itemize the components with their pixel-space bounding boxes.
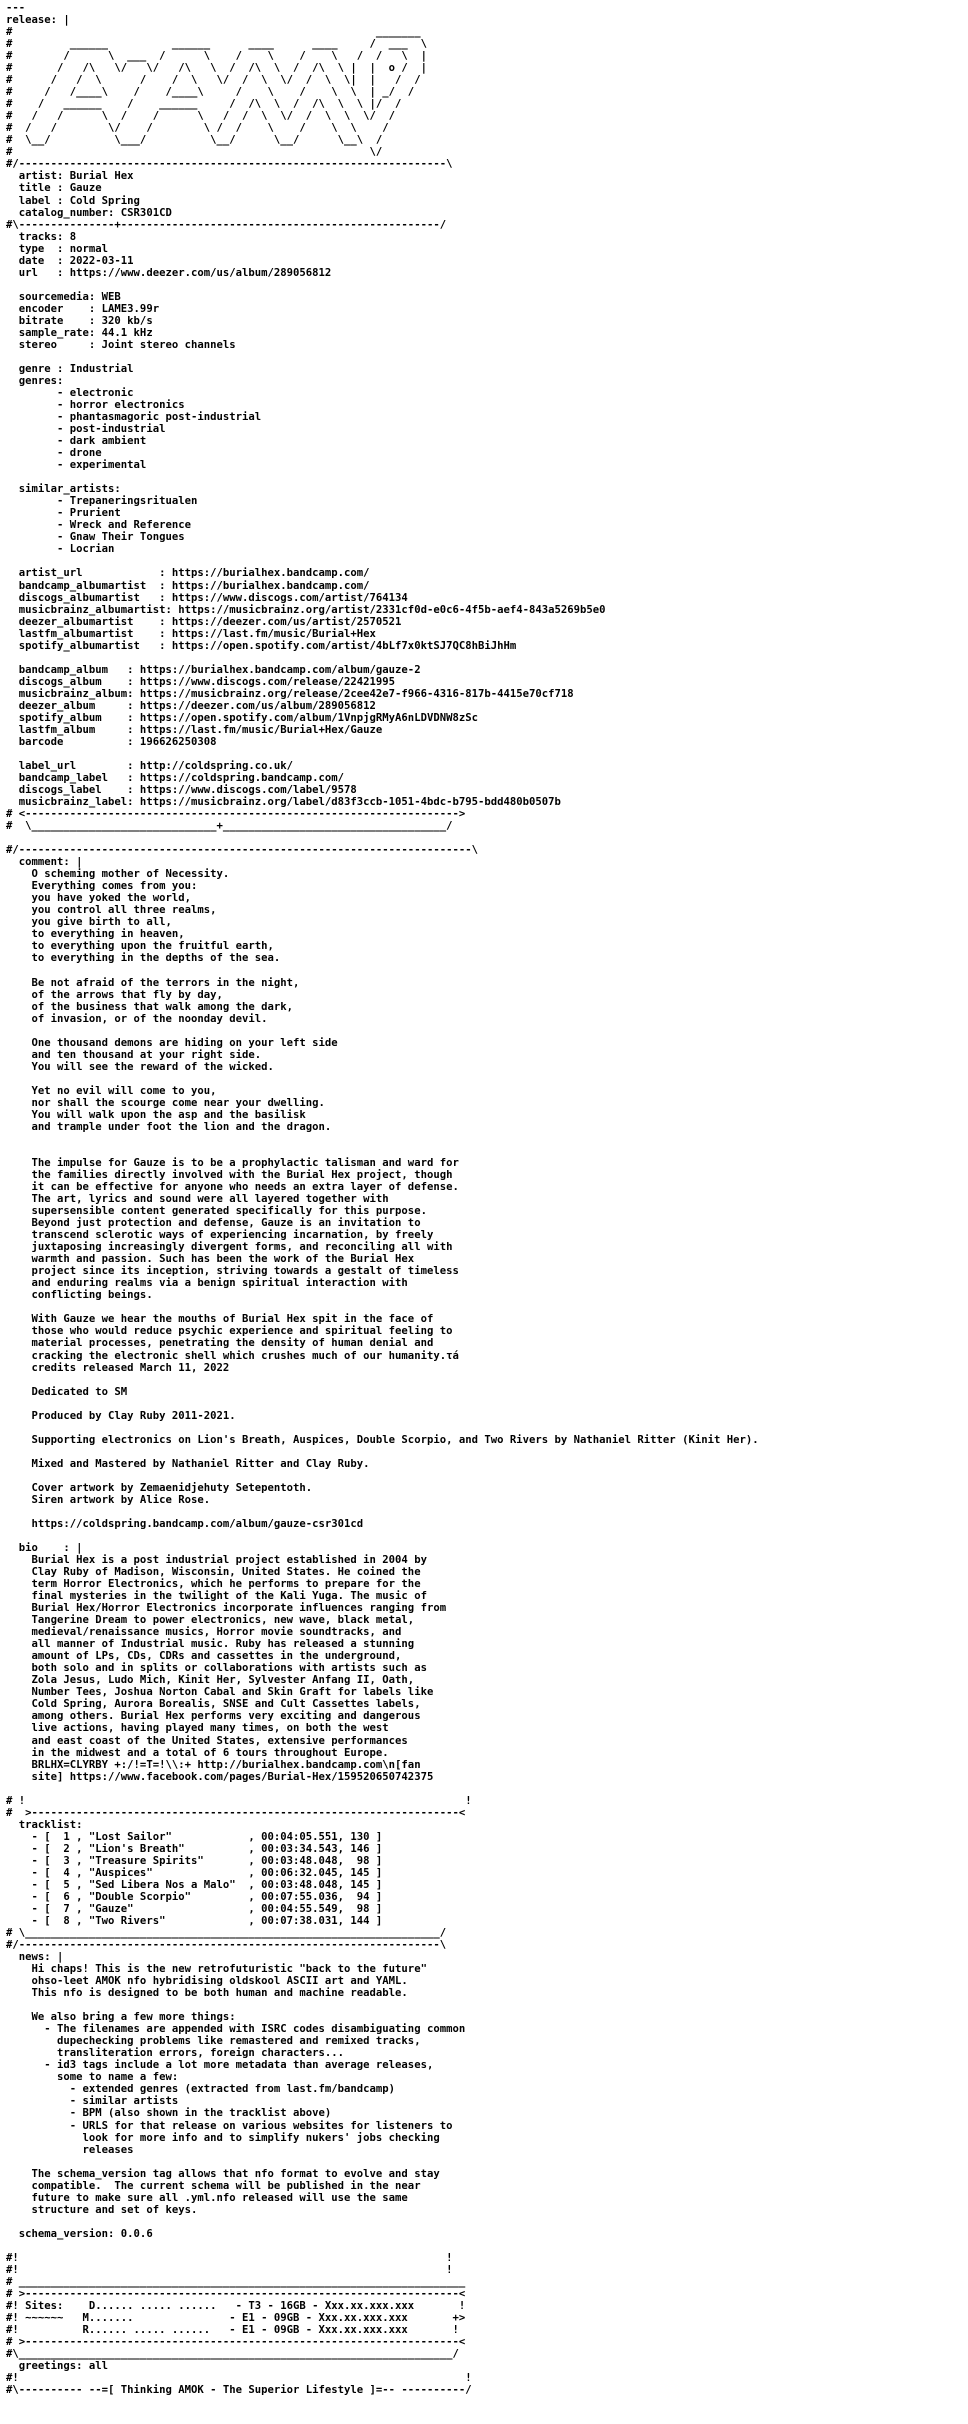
nfo-line: Everything comes from you:: [6, 880, 198, 893]
nfo-line: Be not afraid of the terrors in the night,: [6, 976, 300, 989]
nfo-line: releases: [6, 2143, 134, 2156]
nfo-line: # \_________________________________________________________________/: [6, 1927, 447, 1939]
nfo-line: label : Cold Spring: [6, 194, 140, 207]
nfo-line: sample_rate: 44.1 kHz: [6, 326, 153, 339]
nfo-line: # ! !: [6, 1794, 472, 1807]
nfo-line: tracks: 8: [6, 230, 77, 243]
nfo-line: - dark ambient: [6, 435, 147, 448]
nfo-line: live actions, having played many times, on both the west: [6, 1722, 389, 1735]
nfo-line: Number Tees, Joshua Norton Cabal and Skin Graft for labels like: [6, 1686, 434, 1699]
nfo-line: similar_artists:: [6, 483, 121, 496]
nfo-line: future to make sure all .yml.nfo released will use the same: [6, 2191, 408, 2204]
nfo-line: spotify_albumartist : https://open.spotify.com/artist/4bLf7x0ktSJ7QC8hBiJhHm: [6, 639, 517, 652]
nfo-line: #! Sites: D...... ..... ...... - T3 - 16GB - Xxx.xx.xxx.xxx !: [6, 2299, 466, 2312]
nfo-line: of the arrows that fly by day,: [6, 988, 223, 1001]
nfo-line: bandcamp_label : https://coldspring.bandcamp.com/: [6, 772, 345, 784]
nfo-line: deezer_albumartist : https://deezer.com/us/artist/2570521: [6, 615, 402, 628]
nfo-line: supersensible content generated specifically for this purpose.: [6, 1205, 427, 1218]
nfo-line: bandcamp_album : https://burialhex.bandcamp.com/album/gauze-2: [6, 663, 421, 676]
nfo-line: - Gnaw Their Tongues: [6, 531, 185, 544]
nfo-line: - horror electronics: [6, 399, 185, 412]
nfo-line: # ______________________________________________________________________: [6, 2275, 466, 2288]
nfo-line: - Trepaneringsritualen: [6, 495, 198, 508]
nfo-line: # <-------------------------------------------------------------------->: [6, 808, 466, 821]
nfo-line: - [ 1 , "Lost Sailor" , 00:04:05.551, 130 ]: [6, 1830, 383, 1843]
nfo-line: ohso-leet AMOK nfo hybridising oldskool ASCII art and YAML.: [6, 1975, 408, 1988]
nfo-line: those who would reduce psychic experience and spiritual feeling to: [6, 1325, 453, 1338]
nfo-line: #/-------------------------------------------------------------------\: [6, 158, 453, 171]
nfo-line: credits released March 11, 2022: [6, 1361, 230, 1374]
nfo-line: - similar artists: [6, 2095, 179, 2108]
nfo-line: Hi chaps! This is the new retrofuturistic "back to the future": [6, 1963, 427, 1976]
nfo-line: - [ 2 , "Lion's Breath" , 00:03:34.543, 146 ]: [6, 1842, 383, 1855]
nfo-line: to everything upon the fruitful earth,: [6, 940, 274, 953]
nfo-line: Burial Hex/Horror Electronics incorporate influences ranging from: [6, 1602, 447, 1615]
nfo-line: some to name a few:: [6, 2071, 179, 2084]
nfo-line: encoder : LAME3.99r: [6, 302, 160, 315]
nfo-line: - [ 5 , "Sed Libera Nos a Malo" , 00:03:48.048, 145 ]: [6, 1878, 383, 1891]
nfo-line: # / ______ / ______ / /\ \ / /\ \ \ |/ /: [6, 98, 402, 111]
nfo-line: # >-------------------------------------------------------------------<: [6, 1806, 466, 1819]
nfo-line: bio : |: [6, 1542, 83, 1554]
nfo-line: discogs_album : https://www.discogs.com/release/22421995: [6, 675, 396, 688]
nfo-line: musicbrainz_albumartist: https://musicbrainz.org/artist/2331cf0d-e0c6-4f5b-aef4-843a5269b5e0: [6, 603, 606, 616]
nfo-line: of the business that walk among the dark,: [6, 1000, 294, 1013]
nfo-line: One thousand demons are hiding on your left side: [6, 1036, 338, 1049]
nfo-line: # _______: [6, 26, 421, 39]
nfo-line: news: |: [6, 1951, 64, 1964]
nfo-line: # \_____________________________+___________________________________/: [6, 820, 453, 833]
nfo-line: #/------------------------------------------------------------------\: [6, 1939, 447, 1952]
nfo-line: label_url : http://coldspring.co.uk/: [6, 759, 294, 772]
nfo-line: - BPM (also shown in the tracklist above): [6, 2107, 332, 2120]
nfo-line: Siren artwork by Alice Rose.: [6, 1493, 211, 1506]
nfo-line: bitrate : 320 kb/s: [6, 314, 153, 327]
nfo-line: https://coldspring.bandcamp.com/album/gauze-csr301cd: [6, 1517, 364, 1530]
nfo-line: - The filenames are appended with ISRC codes disambiguating common: [6, 2023, 466, 2036]
nfo-line: spotify_album : https://open.spotify.com/album/1VnpjgRMyA6nLDVDNW8zSc: [6, 711, 478, 724]
nfo-line: # / \ ___ / \ / \ / \ / / \ |: [6, 50, 427, 63]
nfo-line: # / /\ \/ \/ /\ \ / /\ \ / /\ \ | | o / |: [6, 62, 427, 75]
nfo-line: #! ~~~~~~ M....... - E1 - 09GB - Xxx.xx.xxx.xxx +>: [6, 2312, 466, 2324]
nfo-line: transliteration errors, foreign characters...: [6, 2047, 345, 2060]
nfo-line: structure and set of keys.: [6, 2203, 198, 2216]
nfo-line: conflicting beings.: [6, 1289, 153, 1302]
nfo-line: - [ 4 , "Auspices" , 00:06:32.045, 145 ]: [6, 1866, 383, 1879]
nfo-line: The schema_version tag allows that nfo format to evolve and stay: [6, 2167, 440, 2180]
nfo-line: # / / \/ / \ / / \ / \ \ /: [6, 122, 389, 135]
nfo-line: We also bring a few more things:: [6, 2011, 236, 2024]
nfo-line: juxtaposing increasingly divergent forms, and reconciling all with: [6, 1241, 453, 1254]
nfo-line: and trample under foot the lion and the dragon.: [6, 1120, 332, 1133]
nfo-line: #! !: [6, 2372, 472, 2385]
nfo-line: of invasion, or of the noonday devil.: [6, 1012, 268, 1025]
nfo-line: #! !: [6, 2251, 453, 2264]
nfo-line: amount of LPs, CDs, CDRs and cassettes in the underground,: [6, 1650, 402, 1663]
nfo-line: release: |: [6, 14, 70, 27]
nfo-line: look for more info and to simplify nukers' jobs checking: [6, 2131, 440, 2144]
nfo-line: date : 2022-03-11: [6, 254, 134, 267]
nfo-line: - [ 6 , "Double Scorpio" , 00:07:55.036, 94 ]: [6, 1890, 383, 1903]
nfo-line: genres:: [6, 374, 64, 387]
nfo-line: The art, lyrics and sound were all layered together with: [6, 1193, 389, 1206]
nfo-line: artist_url : https://burialhex.bandcamp.com/: [6, 567, 370, 580]
nfo-line: both solo and in splits or collaborations with artists such as: [6, 1662, 427, 1675]
nfo-line: - Prurient: [6, 507, 121, 520]
nfo-line: #! !: [6, 2263, 453, 2276]
nfo-line: With Gauze we hear the mouths of Burial Hex spit in the face of: [6, 1313, 434, 1326]
nfo-line: #\---------- --=[ Thinking AMOK - The Superior Lifestyle ]=-- ----------/: [6, 2384, 472, 2397]
nfo-line: #/-----------------------------------------------------------------------\: [6, 844, 478, 857]
nfo-line: to everything in heaven,: [6, 928, 185, 941]
nfo-line: Mixed and Mastered by Nathaniel Ritter and Clay Ruby.: [6, 1457, 370, 1470]
nfo-line: O scheming mother of Necessity.: [6, 868, 230, 881]
nfo-line: tracklist:: [6, 1818, 83, 1831]
nfo-line: BRLHX=CLYRBY +:/!=T=!\\:+ http://burialhex.bandcamp.com\n[fan: [6, 1758, 421, 1771]
nfo-line: Clay Ruby of Madison, Wisconsin, United States. He coined the: [6, 1566, 421, 1579]
nfo-line: schema_version: 0.0.6: [6, 2227, 153, 2240]
nfo-line: - Locrian: [6, 543, 115, 556]
nfo-line: You will see the reward of the wicked.: [6, 1060, 274, 1073]
nfo-line: Burial Hex is a post industrial project established in 2004 by: [6, 1554, 427, 1567]
nfo-line: barcode : 196626250308: [6, 735, 217, 748]
nfo-line: The impulse for Gauze is to be a prophylactic talisman and ward for: [6, 1157, 459, 1169]
nfo-line: lastfm_albumartist : https://last.fm/music/Burial+Hex: [6, 627, 376, 640]
nfo-line: you have yoked the world,: [6, 892, 191, 905]
nfo-line: final mysteries in the twilight of the Kali Yuga. The music of: [6, 1590, 427, 1603]
nfo-line: comment: |: [6, 856, 83, 869]
nfo-line: # / /____\ / /____\ / \ / \ \ | _/ /: [6, 86, 415, 99]
nfo-line: Yet no evil will come to you,: [6, 1084, 217, 1097]
nfo-line: # / / \ / / \ \/ / \ \/ / \ \| | / /: [6, 74, 421, 87]
nfo-line: and east coast of the United States, extensive performances: [6, 1734, 408, 1747]
nfo-line: #\____________________________________________________________________/: [6, 2348, 459, 2361]
nfo-line: bandcamp_albumartist : https://burialhex.bandcamp.com/: [6, 579, 370, 592]
nfo-line: transcend sclerotic ways of experiencing incarnation, by freely: [6, 1229, 434, 1242]
nfo-line: - id3 tags include a lot more metadata than average releases,: [6, 2059, 434, 2072]
nfo-line: - phantasmagoric post-industrial: [6, 411, 262, 424]
nfo-line: lastfm_album : https://last.fm/music/Burial+Hex/Gauze: [6, 723, 383, 736]
nfo-line: Tangerine Dream to power electronics, new wave, black metal,: [6, 1614, 415, 1627]
nfo-line: medieval/renaissance musics, Horror movie soundtracks, and: [6, 1626, 402, 1639]
nfo-line: discogs_albumartist : https://www.discogs.com/artist/764134: [6, 591, 408, 604]
nfo-line: genre : Industrial: [6, 362, 134, 375]
nfo-line: url : https://www.deezer.com/us/album/289056812: [6, 266, 332, 279]
nfo-line: all manner of Industrial music. Ruby has released a stunning: [6, 1638, 415, 1651]
nfo-line: to everything in the depths of the sea.: [6, 952, 281, 965]
nfo-line: musicbrainz_label: https://musicbrainz.org/label/d83f3ccb-1051-4bdc-b795-bdd480b0507b: [6, 796, 561, 809]
nfo-line: and enduring realms via a benign spiritual interaction with: [6, 1277, 408, 1290]
nfo-line: Cold Spring, Aurora Borealis, SNSE and Cult Cassettes labels,: [6, 1698, 421, 1711]
nfo-line: - Wreck and Reference: [6, 519, 191, 532]
nfo-line: - electronic: [6, 387, 134, 399]
nfo-line: sourcemedia: WEB: [6, 290, 121, 303]
nfo-line: - [ 8 , "Two Rivers" , 00:07:38.031, 144 ]: [6, 1914, 383, 1927]
nfo-line: You will walk upon the asp and the basilisk: [6, 1108, 306, 1121]
nfo-line: greetings: all: [6, 2360, 109, 2373]
nfo-line: #! R...... ..... ...... - E1 - 09GB - Xxx.xx.xxx.xxx !: [6, 2324, 459, 2337]
nfo-line: deezer_album : https://deezer.com/us/album/289056812: [6, 699, 376, 712]
nfo-line: Zola Jesus, Ludo Mich, Kinit Her, Sylvester Anfang II, Oath,: [6, 1674, 415, 1687]
nfo-line: Produced by Clay Ruby 2011-2021.: [6, 1409, 236, 1422]
nfo-line: - post-industrial: [6, 423, 166, 436]
nfo-line: cracking the electronic shell which crushes much of our humanity.τá: [6, 1349, 459, 1362]
nfo-line: it can be effective for anyone who needs an extra layer of defense.: [6, 1181, 459, 1194]
nfo-line: title : Gauze: [6, 182, 102, 195]
nfo-line: # >--------------------------------------------------------------------<: [6, 2336, 466, 2349]
nfo-line: compatible. The current schema will be published in the near: [6, 2179, 421, 2192]
nfo-line: dupechecking problems like remastered and remixed tracks,: [6, 2035, 421, 2048]
nfo-line: # \/: [6, 146, 383, 159]
nfo-line: among others. Burial Hex performs very exciting and dangerous: [6, 1710, 421, 1723]
nfo-line: ---: [6, 2, 26, 14]
nfo-line: site] https://www.facebook.com/pages/Burial-Hex/159520650742375: [6, 1770, 434, 1783]
nfo-line: This nfo is designed to be both human and machine readable.: [6, 1987, 408, 2000]
nfo-line: catalog_number: CSR301CD: [6, 206, 172, 219]
nfo-line: in the midwest and a total of 6 tours throughout Europe.: [6, 1746, 389, 1759]
nfo-line: #\---------------+--------------------------------------------------/: [6, 218, 447, 231]
nfo-line: artist: Burial Hex: [6, 170, 134, 183]
nfo-line: # / / \ / / \ / / \ \/ / \ \ \/ /: [6, 110, 396, 123]
nfo-line: term Horror Electronics, which he performs to prepare for the: [6, 1578, 421, 1591]
nfo-line: - drone: [6, 447, 102, 460]
nfo-line: stereo : Joint stereo channels: [6, 338, 236, 351]
nfo-line: # ______ ______ ____ ____ / ___ \: [6, 38, 427, 51]
nfo-line: - experimental: [6, 459, 147, 472]
nfo-line: the families directly involved with the Burial Hex project, though: [6, 1169, 453, 1182]
nfo-line: material processes, penetrating the density of human denial and: [6, 1337, 434, 1350]
nfo-line: you give birth to all,: [6, 916, 172, 929]
nfo-line: and ten thousand at your right side.: [6, 1048, 262, 1061]
nfo-line: nor shall the scourge come near your dwelling.: [6, 1096, 325, 1109]
nfo-line: - extended genres (extracted from last.fm/bandcamp): [6, 2083, 396, 2096]
nfo-line: - URLS for that release on various websites for listeners to: [6, 2119, 453, 2132]
nfo-line: # >--------------------------------------------------------------------<: [6, 2287, 466, 2300]
nfo-line: Supporting electronics on Lion's Breath, Auspices, Double Scorpio, and Two Rivers by Nathaniel Ritter (Kinit Her).: [6, 1433, 759, 1446]
nfo-line: # \__/ \___/ \__/ \__/ \__\ /: [6, 134, 383, 147]
nfo-line: discogs_label : https://www.discogs.com/label/9578: [6, 784, 357, 797]
nfo-line: - [ 7 , "Gauze" , 00:04:55.549, 98 ]: [6, 1902, 383, 1915]
nfo-line: you control all three realms,: [6, 904, 217, 917]
nfo-line: project since its inception, striving towards a gestalt of timeless: [6, 1265, 459, 1278]
nfo-line: warmth and passion. Such has been the work of the Burial Hex: [6, 1253, 415, 1266]
nfo-line: - [ 3 , "Treasure Spirits" , 00:03:48.048, 98 ]: [6, 1854, 383, 1867]
nfo-line: musicbrainz_album: https://musicbrainz.org/release/2cee42e7-f966-4316-817b-4415e70cf718: [6, 687, 574, 700]
nfo-line: Cover artwork by Zemaenidjehuty Setepentoth.: [6, 1481, 313, 1494]
nfo-line: Dedicated to SM: [6, 1385, 128, 1398]
nfo-line: type : normal: [6, 242, 109, 255]
nfo-line: Beyond just protection and defense, Gauze is an invitation to: [6, 1217, 421, 1230]
